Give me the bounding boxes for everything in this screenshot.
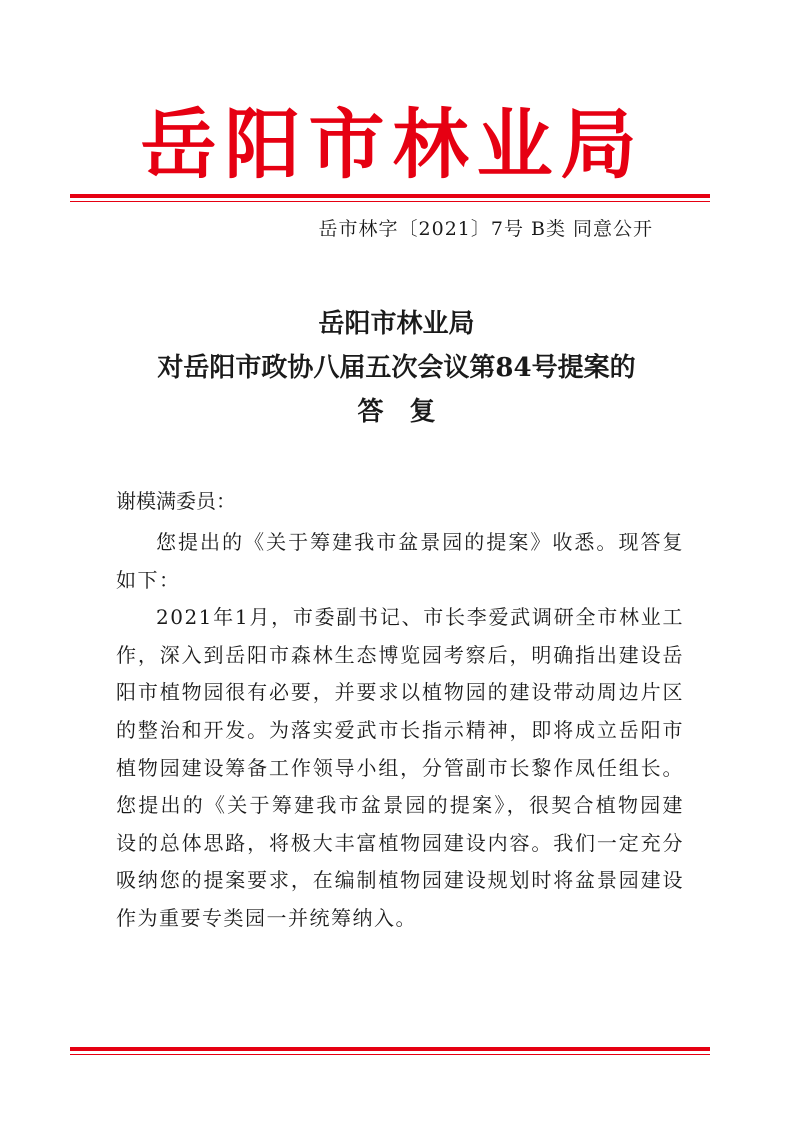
- body-text: [116, 524, 684, 938]
- title-line-1: 岳阳市林业局: [318, 309, 475, 339]
- title-line-3: 答复: [357, 397, 462, 427]
- paragraph-2: 2021年1月，市委副书记、市长李爱武调研全市林业工作，深入到岳阳市森林生态博览园考察后，明确指出建设岳阳市植物园很有必要，并要求以植物园的建设带动周边片区的整治和开发。为落实爱武市长指示精神，即将成立岳阳市植物园建设筹备工作领导小组，分管副市长黎作凤任组长。您提出的《关于筹建我市盆景园的提案》，很契合植物园建设的总体思路，将极大丰富植物园建设内容。我们一定充分吸纳您的提案要求，在编制植物园建设规划时将盆景园建设作为重要专类园一并统筹纳入。: [116, 605, 684, 930]
- footer-red-rule: [70, 1047, 710, 1055]
- paragraph-1: 您提出的《关于筹建我市盆景园的提案》收悉。现答复如下：: [116, 530, 684, 592]
- header-red-rule: [70, 194, 710, 202]
- footer-rule-thick: [70, 1047, 710, 1051]
- document-number: 岳市林字〔2021〕7号 B类 同意公开: [318, 218, 653, 240]
- footer-rule-thin: [70, 1054, 710, 1055]
- organization-header: 岳阳市林业局: [140, 100, 645, 189]
- header-rule-thin: [70, 201, 710, 202]
- salutation: 谢模满委员：: [116, 489, 236, 513]
- document-title: [0, 302, 793, 434]
- title-line-2: 对岳阳市政协八届五次会议第84号提案的: [157, 353, 636, 383]
- header-rule-thick: [70, 194, 710, 198]
